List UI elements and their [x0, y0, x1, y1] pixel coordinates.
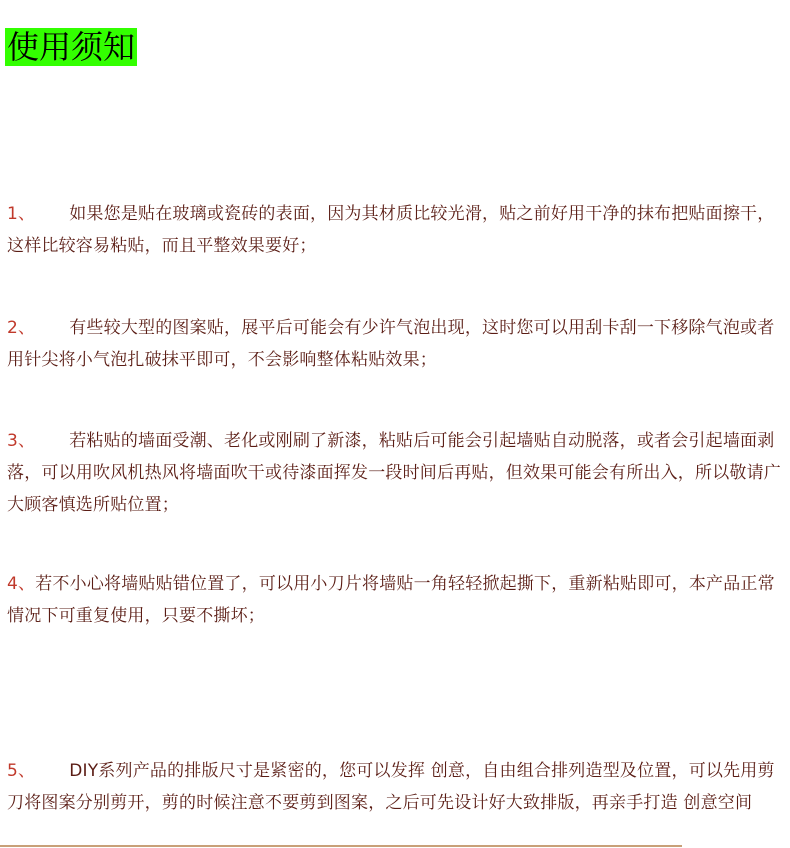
item-text: 如果您是贴在玻璃或瓷砖的表面，因为其材质比较光滑，贴之前好用干净的抹布把贴面擦干，这样比较容易粘贴，而且平整效果要好； — [7, 204, 775, 256]
notice-item-1 — [7, 198, 783, 262]
notice-item-4 — [7, 568, 783, 632]
item-text: DIY系列产品的排版尺寸是紧密的，您可以发挥 创意，自由组合排列造型及位置，可以先用剪刀将图案分别剪开，剪的时候注意不要剪到图案，之后可先设计好大致排版，再亲手打造 创意空间 — [7, 761, 775, 813]
item-text: 有些较大型的图案贴，展平后可能会有少许气泡出现，这时您可以用刮卡刮一下移除气泡或者用针尖将小气泡扎破抹平即可，不会影响整体粘贴效果； — [7, 318, 775, 370]
notice-item-2 — [7, 312, 783, 376]
item-text: 若不小心将墙贴贴错位置了，可以用小刀片将墙贴一角轻轻掀起撕下，重新粘贴即可，本产品正常情况下可重复使用，只要不撕坏； — [7, 574, 775, 626]
item-number: 2、 — [7, 318, 36, 338]
notice-item-3 — [7, 425, 783, 521]
item-number: 1、 — [7, 204, 36, 224]
bottom-divider — [0, 845, 682, 847]
notice-item-5 — [7, 755, 783, 819]
item-text: 若粘贴的墙面受潮、老化或刚刷了新漆，粘贴后可能会引起墙贴自动脱落，或者会引起墙面剥落，可以用吹风机热风将墙面吹干或待漆面挥发一段时间后再贴，但效果可能会有所出入，所以敬请广大顾客慎选所贴位置； — [7, 431, 781, 515]
item-number: 4、 — [7, 574, 36, 594]
item-number: 3、 — [7, 431, 36, 451]
item-number: 5、 — [7, 761, 36, 781]
page-title: 使用须知 — [7, 28, 136, 66]
